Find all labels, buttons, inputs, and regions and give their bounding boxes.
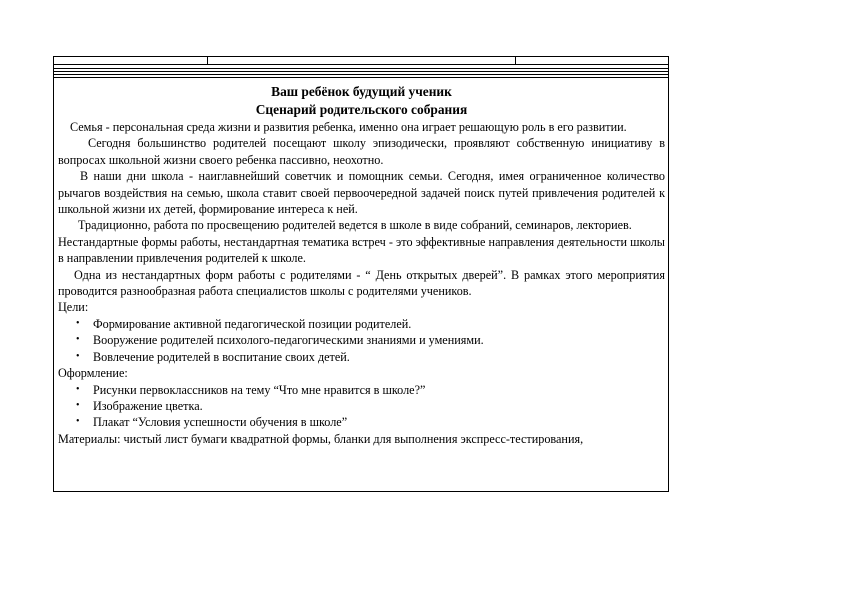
bullet-icon: • <box>76 350 80 362</box>
list-item-text: Вооружение родителей психолого-педагогическими знаниями и умениями. <box>93 333 484 348</box>
list-item-text: Изображение цветка. <box>93 398 203 413</box>
paragraph: Семья - персональная среда жизни и развития ребенка, именно она играет решающую роль в его развитии. <box>70 120 627 134</box>
list-item <box>58 349 665 365</box>
bullet-icon: • <box>76 383 80 395</box>
document-frame <box>53 56 669 492</box>
bullet-icon: • <box>76 399 80 411</box>
list-item <box>58 398 665 414</box>
list-item <box>58 316 665 332</box>
list-item-text: Вовлечение родителей в воспитание своих детей. <box>93 349 350 364</box>
paragraph: Сегодня большинство родителей посещают школу эпизодически, проявляют собственную инициативу в вопросах школьной жизни своего ребенка пассивно, неохотно. <box>58 136 665 167</box>
header-divider <box>515 57 516 64</box>
paragraph: В наши дни школа - наиглавнейший советчик и помощник семьи. Сегодня, имея ограниченное количество рычагов воздействия на семью, школа ставит своей первоочередной задачей поиск путей привлечения родителей к школьной жизни их детей, формирование интереса к ней. <box>58 169 665 217</box>
document-subtitle: Сценарий родительского собрания <box>255 102 468 117</box>
list-item <box>58 332 665 348</box>
list-item <box>58 382 665 398</box>
list-item-text: Рисунки первоклассников на тему “Что мне нравится в школе?” <box>93 382 426 397</box>
design-label: Оформление: <box>58 366 128 381</box>
list-item-text: Плакат “Условия успешности обучения в школе” <box>93 415 348 430</box>
document-title: Ваш ребёнок будущий ученик <box>271 84 452 99</box>
list-item-text: Формирование активной педагогической позиции родителей. <box>93 316 412 331</box>
paragraph: Одна из нестандартных форм работы с родителями - “ День открытых дверей”. В рамках этого мероприятия проводится разнообразная работа специалистов школы с родителями учеников. <box>58 267 665 299</box>
design-list <box>58 382 665 431</box>
materials-line: Материалы: чистый лист бумаги квадратной формы, бланки для выполнения экспресс-тестирования, <box>58 431 584 446</box>
goals-label: Цели: <box>58 300 89 315</box>
goals-list <box>58 316 665 365</box>
paragraph: Традиционно, работа по просвещению родителей ведется в школе в виде собраний, семинаров, лекториев. <box>78 218 632 233</box>
header-rule <box>54 74 668 78</box>
list-item <box>58 414 665 430</box>
paragraph: Нестандартные формы работы, нестандартная тематика встреч - это эффективные направления деятельности школы в направлении привлечения родителей к школе. <box>58 234 665 266</box>
header-divider <box>207 57 208 64</box>
document-body <box>58 83 665 447</box>
bullet-icon: • <box>76 416 80 428</box>
bullet-icon: • <box>76 334 80 346</box>
bullet-icon: • <box>76 317 80 329</box>
